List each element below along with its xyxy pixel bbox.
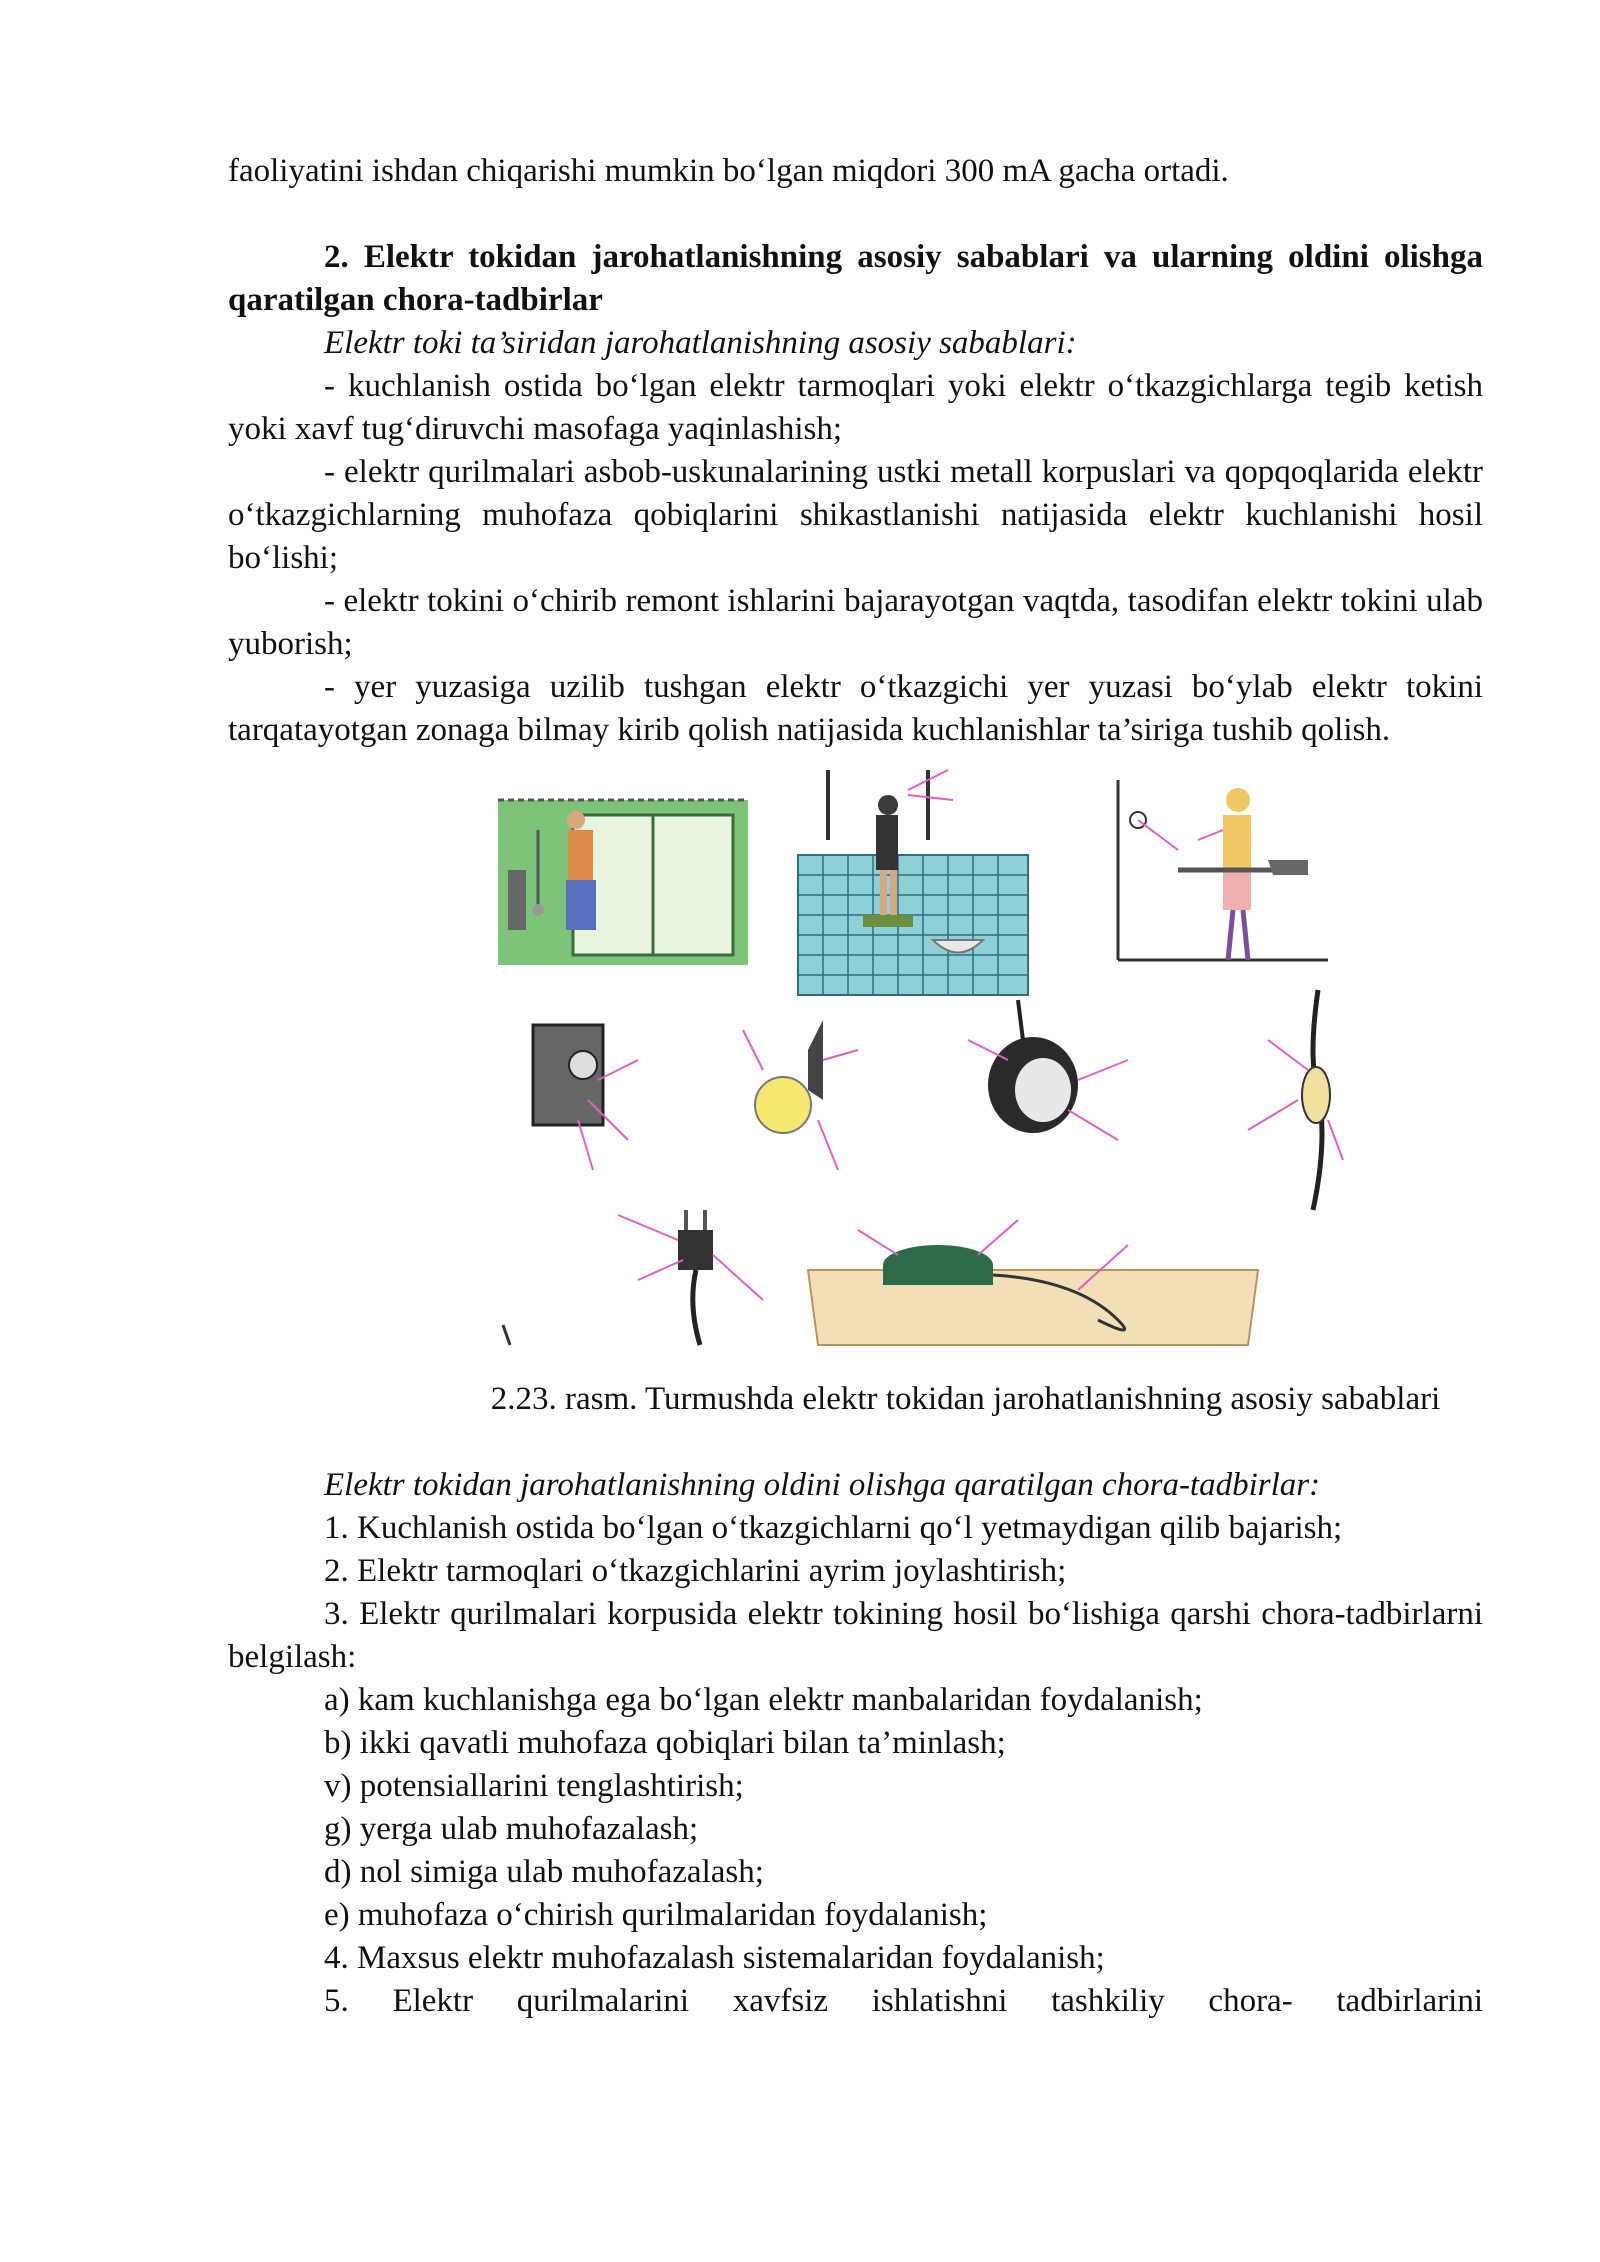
measure-item: 1. Kuchlanish ostida bo‘lgan o‘tkazgichlarni qo‘l yetmaydigan qilib bajarish; — [324, 1510, 1343, 1546]
figure-caption: 2.23. rasm. Turmushda elektr tokidan jarohatlanishning asosiy sabablari — [490, 1381, 1441, 1417]
cause-item: - kuchlanish ostida bo‘lgan elektr tarmoqlari yoki elektr o‘tkazgichlarga tegib ketish yoki xavf tug‘diruvchi masofaga yaqinlashish; — [228, 368, 1483, 447]
intro-line: faoliyatini ishdan chiqarishi mumkin bo‘lgan miqdori 300 mA gacha ortadi. — [228, 153, 1229, 189]
cause-item: - yer yuzasiga uzilib tushgan elektr o‘tkazgichi yer yuzasi bo‘ylab elektr tokini tarqatayotgan zonaga bilmay kirib qolish natijasida kuchlanishlar ta’siriga tushib qolish. — [228, 669, 1483, 748]
cause-item: - elektr tokini o‘chirib remont ishlarini bajarayotgan vaqtda, tasodifan elektr tokini ulab yuborish; — [228, 583, 1483, 662]
sub-measure-item: e) muhofaza o‘chirish qurilmalaridan foydalanish; — [324, 1897, 988, 1933]
sub-measure-item: v) potensiallarini tenglashtirish; — [324, 1768, 744, 1804]
document-page — [228, 150, 1483, 2023]
ironing-scene — [1118, 780, 1328, 960]
bathroom-scene — [798, 770, 1028, 995]
measure-item: 5. Elektr qurilmalarini xavfsiz ishlatishni tashkiliy chora- tadbirlarini — [324, 1983, 1483, 2019]
cause-item: - elektr qurilmalari asbob-uskunalarining ustki metall korpuslari va qopqoqlarida elektr o‘tkazgichlarning muhofaza qobiqlarini shikastlanishi natijasida elektr kuchlanishi hosil bo‘lishi; — [228, 454, 1483, 576]
causes-title: Elektr toki ta’siridan jarohatlanishning asosiy sabablari: — [324, 325, 1077, 361]
measure-item: 2. Elektr tarmoqlari o‘tkazgichlarini ayrim joylashtirish; — [324, 1553, 1067, 1589]
window-worker-scene — [498, 800, 748, 965]
electric-hazards-illustration — [478, 760, 1348, 1360]
socket-device — [533, 1025, 638, 1170]
figure-illustration — [228, 760, 1483, 1360]
measure-item: 4. Maxsus elektr muhofazalash sistemalaridan foydalanish; — [324, 1940, 1105, 1976]
measure-item: 3. Elektr qurilmalari korpusida elektr tokining hosil bo‘lishiga qarshi chora-tadbirlarni belgilash: — [228, 1596, 1483, 1675]
plug-device — [618, 1210, 763, 1345]
sub-measure-item: g) yerga ulab muhofazalash; — [324, 1811, 699, 1847]
cord-switch — [1248, 990, 1343, 1210]
iron-appliance — [968, 1000, 1128, 1140]
sub-measure-item: b) ikki qavatli muhofaza qobiqlari bilan ta’minlash; — [324, 1725, 1006, 1761]
hotplate-table — [808, 1220, 1258, 1345]
measures-title: Elektr tokidan jarohatlanishning oldini olishga qaratilgan chora-tadbirlar: — [324, 1467, 1321, 1503]
sub-measure-item: d) nol simiga ulab muhofazalash; — [324, 1854, 764, 1890]
sub-measure-item: a) kam kuchlanishga ega bo‘lgan elektr manbalaridan foydalanish; — [324, 1682, 1203, 1718]
section-heading: 2. Elektr tokidan jarohatlanishning asosiy sabablari va ularning oldini olishga qaratilgan chora-tadbirlar — [228, 239, 1483, 318]
lamp-bulb — [743, 1020, 858, 1170]
